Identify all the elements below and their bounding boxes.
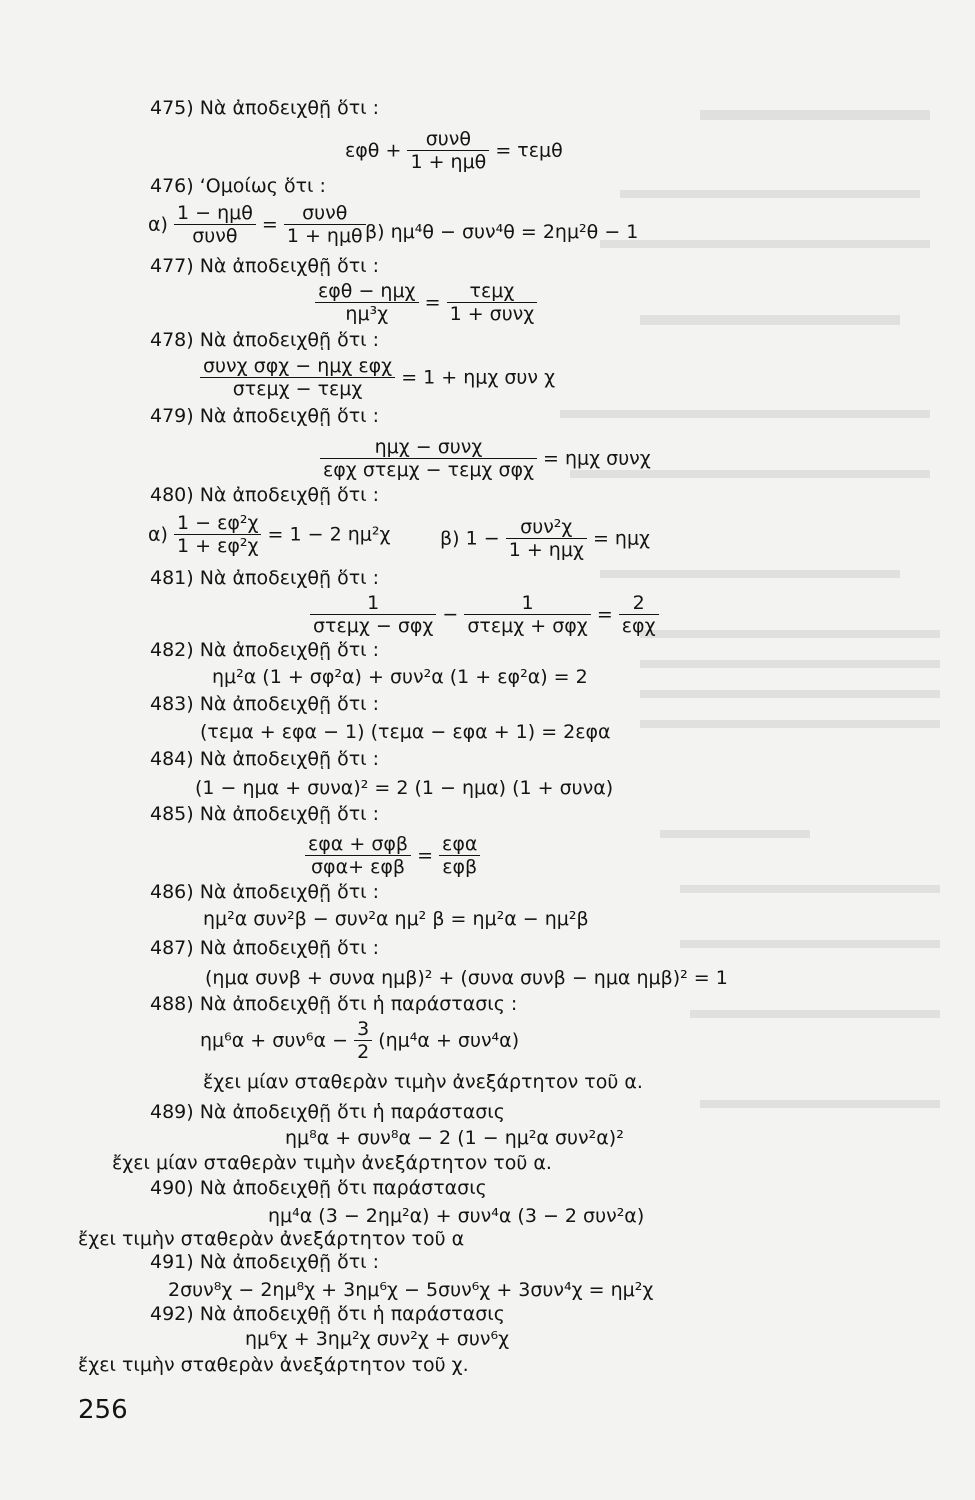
denominator: στεμχ − τεμχ <box>232 378 363 400</box>
formula-rhs: = ημχ <box>592 527 651 550</box>
denominator: 1 + εφ²χ <box>176 535 259 557</box>
problem-478-heading: 478) Νὰ ἀποδειχθῇ ὅτι : <box>150 329 380 351</box>
fraction <box>439 833 480 878</box>
denominator: 1 + ημχ <box>508 539 584 561</box>
problem-491-heading: 491) Νὰ ἀποδειχθῇ ὅτι : <box>150 1251 380 1273</box>
part-label: α) <box>148 213 168 236</box>
numerator: εφα + σφβ <box>305 833 411 856</box>
problem-486-heading: 486) Νὰ ἀποδειχθῇ ὅτι : <box>150 881 380 903</box>
denominator: εφχ στεμχ − τεμχ σφχ <box>323 459 534 481</box>
numerator: συν²χ <box>506 516 587 539</box>
fraction <box>200 355 395 400</box>
numerator: ημχ − συνχ <box>320 436 537 459</box>
denominator: στεμχ + σφχ <box>467 615 588 637</box>
problem-476-part-b: β) ημ⁴θ − συν⁴θ = 2ημ²θ − 1 <box>365 221 639 243</box>
denominator: στεμχ − σφχ <box>313 615 434 637</box>
problem-475-heading: 475) Νὰ ἀποδειχθῇ ὅτι : <box>150 97 380 119</box>
numerator: εφθ − ημχ <box>315 280 419 303</box>
problem-482-heading: 482) Νὰ ἀποδειχθῇ ὅτι : <box>150 639 380 661</box>
problem-483-heading: 483) Νὰ ἀποδειχθῇ ὅτι : <box>150 693 380 715</box>
fraction <box>284 202 366 247</box>
formula-rhs: = 1 + ημχ συν χ <box>401 366 556 389</box>
problem-476-part-a <box>148 202 366 247</box>
problem-488-heading: 488) Νὰ ἀποδειχθῇ ὅτι ἡ παράστασις : <box>150 993 518 1015</box>
numerator: συνθ <box>284 202 366 225</box>
formula-rhs: = 1 − 2 ημ²χ <box>267 523 391 546</box>
fraction <box>506 516 587 561</box>
fraction <box>174 202 256 247</box>
fraction <box>310 592 436 637</box>
problem-490-conclusion: ἔχει τιμὴν σταθερὰν ἀνεξάρτητον τοῦ α <box>78 1228 465 1250</box>
denominator: εφβ <box>442 856 478 878</box>
equals-sign: = <box>424 291 441 314</box>
problem-476-heading: 476) ‘Ομοίως ὅτι : <box>150 175 326 197</box>
problem-489-heading: 489) Νὰ ἀποδειχθῇ ὅτι ἡ παράστασις <box>150 1101 505 1123</box>
fraction <box>354 1018 372 1063</box>
problem-480-part-b <box>440 516 650 561</box>
equals-sign: = <box>417 844 433 867</box>
fraction <box>464 592 590 637</box>
denominator: 1 + συνχ <box>449 303 535 325</box>
numerator: 1 − εφ²χ <box>174 512 261 535</box>
problem-482-formula: ημ²α (1 + σφ²α) + συν²α (1 + εφ²α) = 2 <box>212 666 588 688</box>
problem-475-formula <box>345 128 563 173</box>
fraction <box>174 512 261 557</box>
problem-492-formula: ημ⁶χ + 3ημ²χ συν²χ + συν⁶χ <box>245 1328 510 1350</box>
fraction <box>407 128 489 173</box>
problem-477-heading: 477) Νὰ ἀποδειχθῇ ὅτι : <box>150 255 380 277</box>
denominator: 1 + ημθ <box>410 151 487 173</box>
numerator: συνθ <box>407 128 489 151</box>
problem-480-part-a <box>148 512 390 557</box>
part-label: α) <box>148 523 168 546</box>
problem-492-conclusion: ἔχει τιμὴν σταθερὰν ἀνεξάρτητον τοῦ χ. <box>78 1354 469 1376</box>
problem-479-heading: 479) Νὰ ἀποδειχθῇ ὅτι : <box>150 405 380 427</box>
fraction <box>315 280 419 325</box>
problem-478-formula <box>200 355 555 400</box>
problem-481-formula <box>310 592 659 637</box>
numerator: 1 <box>464 592 590 615</box>
problem-487-heading: 487) Νὰ ἀποδειχθῇ ὅτι : <box>150 937 380 959</box>
problem-489-conclusion: ἔχει μίαν σταθερὰν τιμὴν ἀνεξάρτητον τοῦ α. <box>112 1152 552 1174</box>
problem-487-formula: (ημα συνβ + συνα ημβ)² + (συνα συνβ − ημα ημβ)² = 1 <box>205 967 728 989</box>
formula-rhs: = ημχ συνχ <box>543 447 651 470</box>
denominator: ημ³χ <box>345 303 389 325</box>
numerator: συνχ σφχ − ημχ εφχ <box>200 355 395 378</box>
problem-490-heading: 490) Νὰ ἀποδειχθῇ ὅτι παράστασις <box>150 1177 487 1199</box>
problem-488-conclusion: ἔχει μίαν σταθερὰν τιμὴν ἀνεξάρτητον τοῦ α. <box>203 1071 643 1093</box>
formula-lhs: ημ⁶α + συν⁶α − <box>200 1029 349 1052</box>
minus-sign: − <box>442 603 459 626</box>
problem-481-heading: 481) Νὰ ἀποδειχθῇ ὅτι : <box>150 567 380 589</box>
fraction <box>320 436 537 481</box>
problem-480-heading: 480) Νὰ ἀποδειχθῇ ὅτι : <box>150 484 380 506</box>
numerator: εφα <box>439 833 480 856</box>
equals-sign: = <box>261 213 278 236</box>
numerator: 1 − ημθ <box>174 202 256 225</box>
fraction <box>305 833 411 878</box>
problem-491-formula: 2συν⁸χ − 2ημ⁸χ + 3ημ⁶χ − 5συν⁶χ + 3συν⁴χ = ημ²χ <box>168 1279 654 1301</box>
problem-483-formula: (τεμα + εφα − 1) (τεμα − εφα + 1) = 2εφα <box>200 721 611 743</box>
numerator: 3 <box>354 1018 372 1041</box>
problem-479-formula <box>320 436 651 481</box>
problem-485-formula <box>305 833 480 878</box>
problem-477-formula <box>315 280 537 325</box>
problem-492-heading: 492) Νὰ ἀποδειχθῇ ὅτι ἡ παράστασις <box>150 1303 505 1325</box>
problem-489-formula: ημ⁸α + συν⁸α − 2 (1 − ημ²α συν²α)² <box>285 1127 624 1149</box>
numerator: 1 <box>310 592 436 615</box>
denominator: εφχ <box>621 615 656 637</box>
denominator: 1 + ημθ <box>286 225 363 247</box>
equals-sign: = <box>596 603 613 626</box>
problem-485-heading: 485) Νὰ ἀποδειχθῇ ὅτι : <box>150 803 380 825</box>
numerator: τεμχ <box>447 280 538 303</box>
fraction <box>619 592 659 637</box>
problem-486-formula: ημ²α συν²β − συν²α ημ² β = ημ²α − ημ²β <box>203 908 589 930</box>
problem-488-formula <box>200 1018 519 1063</box>
problem-490-formula: ημ⁴α (3 − 2ημ²α) + συν⁴α (3 − 2 συν²α) <box>268 1205 645 1227</box>
formula-rhs: (ημ⁴α + συν⁴α) <box>378 1029 520 1052</box>
numerator: 2 <box>619 592 659 615</box>
denominator: συνθ <box>192 225 238 247</box>
problem-484-formula: (1 − ημα + συνα)² = 2 (1 − ημα) (1 + συνα) <box>195 777 614 799</box>
problem-484-heading: 484) Νὰ ἀποδειχθῇ ὅτι : <box>150 748 380 770</box>
page-number: 256 <box>78 1395 128 1425</box>
part-label: β) 1 − <box>440 527 500 550</box>
denominator: 2 <box>357 1041 370 1063</box>
formula-rhs: = τεμθ <box>495 139 563 162</box>
formula-lhs: εφθ + <box>345 139 402 162</box>
fraction <box>447 280 538 325</box>
denominator: σφα+ εφβ <box>311 856 406 878</box>
